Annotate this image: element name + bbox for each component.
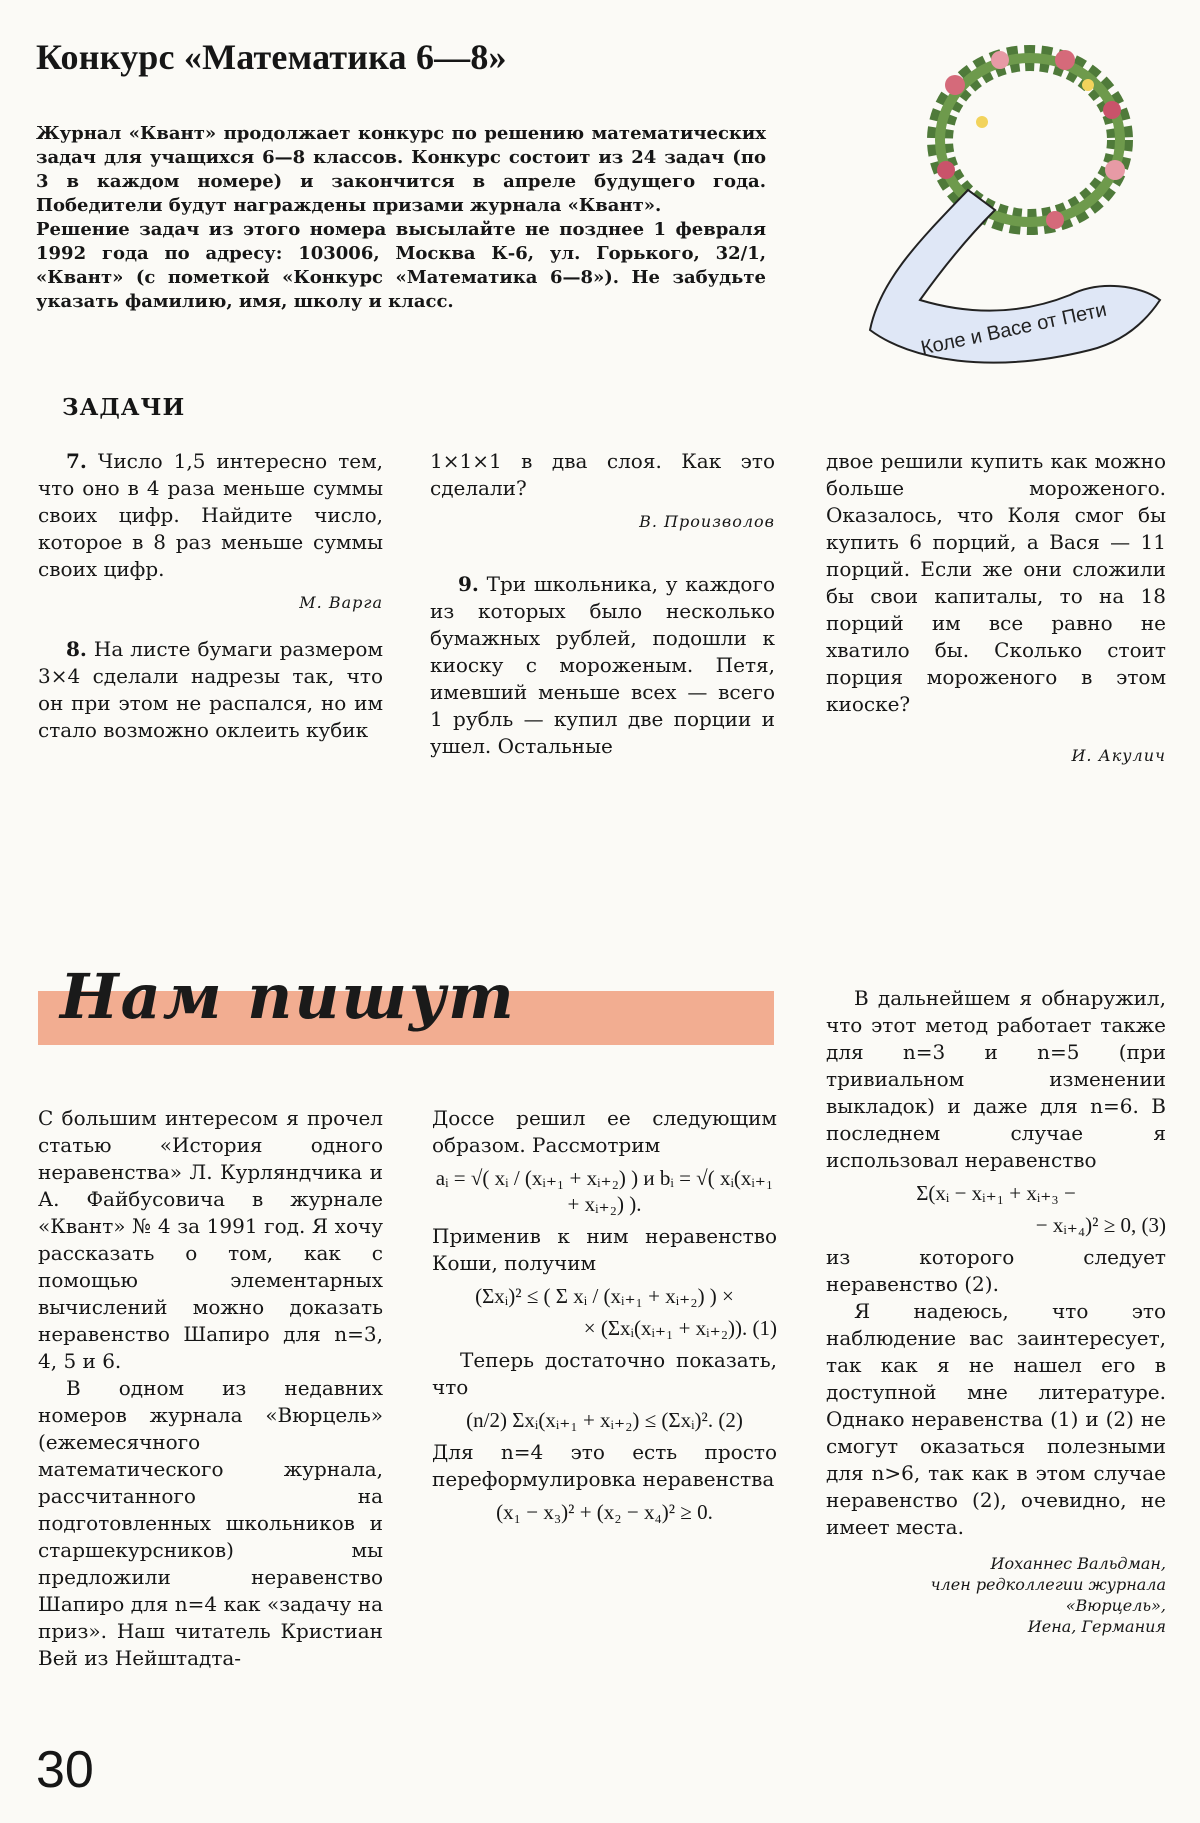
tasks-column-3 xyxy=(826,448,1166,789)
task-7-number: 7. xyxy=(66,449,87,473)
task-9-text-a: Три школьника, у каждого из которых было несколько бумажных рублей, подошли к киоску с мороженым. Петя, имевший меньше всех — всего 1 рубль — купил две порции и ушел. Остальные xyxy=(430,572,775,758)
contest-intro xyxy=(36,122,766,314)
letter-paragraph-7: В дальнейшем я обнаружил, что этот метод работает также для n=3 и n=5 (при тривиальном изменении выкладок) и даже для n=6. В последнем случае я использовал неравенство xyxy=(826,986,1166,1172)
signature-role-1: член редколлегии журнала xyxy=(930,1575,1166,1594)
ribbon-lettering: Коле и Васе от Пети xyxy=(918,298,1109,360)
formula-1a: (Σxᵢ)² ≤ ( Σ xᵢ / (xᵢ₊₁ + xᵢ₊₂) ) × xyxy=(475,1284,734,1308)
tasks-column-2 xyxy=(430,448,775,760)
letter-signature xyxy=(826,1553,1166,1637)
letter-column-2 xyxy=(432,1105,777,1531)
task-8-text-a: На листе бумаги размером 3×4 сделали надрезы так, что он при этом не распался, но им стало возможно оклеить кубик xyxy=(38,637,384,742)
letter-column-1 xyxy=(38,1105,383,1672)
letter-paragraph-8: из которого следует неравенство (2). xyxy=(826,1245,1166,1296)
formula-ab: aᵢ = √( xᵢ / (xᵢ₊₁ + xᵢ₊₂) ) и bᵢ = √( xᵢ(xᵢ₊₁ + xᵢ₊₂) ). xyxy=(435,1166,774,1216)
tasks-heading: ЗАДАЧИ xyxy=(62,394,186,421)
task-7-author: М. Варга xyxy=(299,593,383,612)
task-9-number: 9. xyxy=(458,572,479,596)
signature-name: Иоханнес Вальдман, xyxy=(990,1554,1166,1573)
task-7-text: Число 1,5 интересно тем, что оно в 4 раза меньше суммы своих цифр. Найдите число, которое в 8 раз меньше суммы своих цифр. xyxy=(38,449,384,581)
tasks-column-1 xyxy=(38,448,383,744)
task-9-author: И. Акулич xyxy=(1071,746,1166,765)
letter-column-3 xyxy=(826,985,1166,1637)
signature-role-2: «Вюрцель», xyxy=(1065,1596,1166,1615)
letter-paragraph-5: Теперь достаточно показать, что xyxy=(432,1348,777,1399)
task-8-number: 8. xyxy=(66,637,87,661)
letter-paragraph-4: Применив к ним неравенство Коши, получим xyxy=(432,1224,777,1275)
letter-paragraph-1: С большим интересом я прочел статью «История одного неравенства» Л. Курляндчика и А. Файбусовича в журнале «Квант» № 4 за 1991 год. Я хочу рассказать о том, как с помощью элементарных вычислений можно доказать неравенство Шапиро для n=3, 4, 5 и 6. xyxy=(38,1106,383,1373)
formula-3a: Σ(xᵢ − xᵢ₊₁ + xᵢ₊₃ − xyxy=(916,1181,1076,1205)
letter-paragraph-6: Для n=4 это есть просто переформулировка неравенства xyxy=(432,1440,777,1491)
intro-paragraph-2: Решение задач из этого номера высылайте не позднее 1 февраля 1992 года по адресу: 103006, Москва К-6, ул. Горького, 32/1, «Квант» (с пометкой «Конкурс «Математика 6—8»). Не забудьте указать фамилию, имя, школу и класс. xyxy=(36,219,766,312)
letters-heading: Нам пишут xyxy=(60,960,516,1033)
letter-paragraph-9: Я надеюсь, что это наблюдение вас заинтересует, так как я не нашел его в доступной мне литературе. Однако неравенства (1) и (2) не смогут оказаться полезными для n>6, так как в этом случае неравенство (2), очевидно, не имеет места. xyxy=(826,1299,1166,1539)
formula-n4: (x₁ − x₃)² + (x₂ − x₄)² ≥ 0. xyxy=(496,1500,713,1524)
page-title: Конкурс «Математика 6—8» xyxy=(36,37,507,77)
task-9-text-b: двое решили купить как можно больше мороженого. Оказалось, что Коля смог бы купить 6 порций, а Вася — 11 порций. Если же они сложили бы свои капиталы, то на 18 порций им все равно не хватило бы. Сколько стоит порция мороженого в этом киоске? xyxy=(826,449,1166,716)
formula-1b: × (Σxᵢ(xᵢ₊₁ + xᵢ₊₂)). (1) xyxy=(583,1316,777,1340)
formula-2: (n/2) Σxᵢ(xᵢ₊₁ + xᵢ₊₂) ≤ (Σxᵢ)². (2) xyxy=(466,1408,743,1432)
page-number: 30 xyxy=(36,1741,94,1799)
formula-3b: − xᵢ₊₄)² ≥ 0, (3) xyxy=(1035,1213,1166,1237)
signature-place: Иена, Германия xyxy=(1027,1617,1166,1636)
letter-paragraph-2: В одном из недавних номеров журнала «Вюрцель» (ежемесячного математического журнала, рассчитанного на подготовленных школьников и старшекурсников) мы предложили неравенство Шапиро для n=4 как «задачу на приз». Наш читатель Кристиан Вей из Нейштадта- xyxy=(38,1376,383,1670)
task-8-author: В. Произволов xyxy=(639,512,775,531)
intro-paragraph-1: Журнал «Квант» продолжает конкурс по решению математических задач для учащихся 6—8 классов. Конкурс состоит из 24 задач (по 3 в каждом номере) и закончится в апреле будущего года. Победители будут награждены призами журнала «Квант». xyxy=(36,123,766,216)
wreath-illustration xyxy=(850,30,1180,390)
task-8-text-b: 1×1×1 в два слоя. Как это сделали? xyxy=(430,449,775,500)
letter-paragraph-3: Досcе решил ее следующим образом. Рассмотрим xyxy=(432,1106,777,1157)
